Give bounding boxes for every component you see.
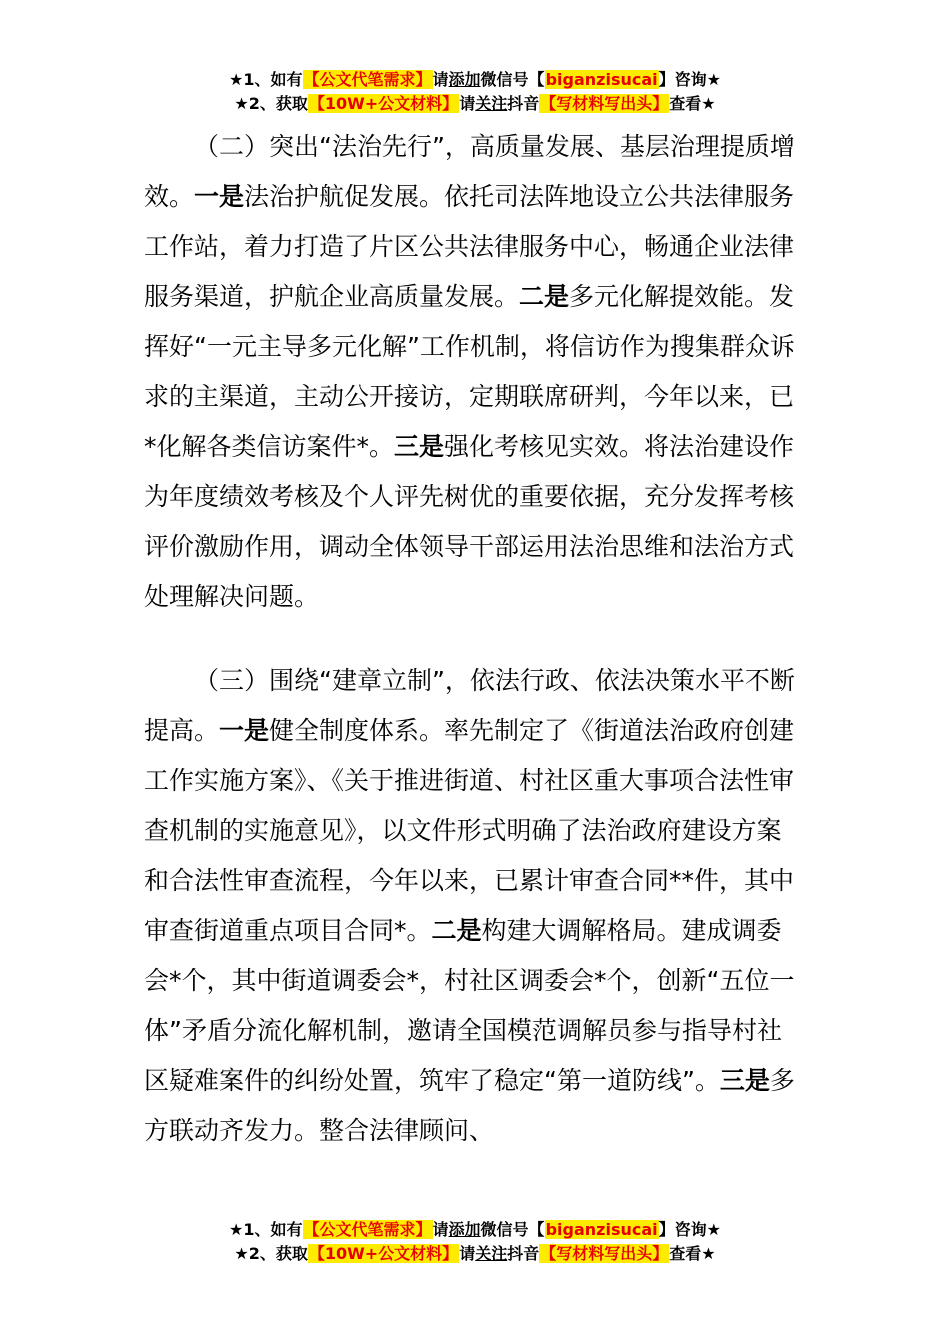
bold-marker: 二是 [519, 282, 570, 311]
bold-marker: 三是 [394, 432, 445, 461]
footer-banner [0, 1218, 950, 1266]
paragraph-text: 健全制度体系。率先制定了《街道法治政府创建工作实施方案》、《关于推进街道、村社区重大事项合法性审查机制的实施意见》，以文件形式明确了法治政府建设方案和合法性审查流程，今年以来，已累计审查合同**件，其中审查街道重点项目合同*。 [144, 716, 795, 945]
paragraph-heading: （三）围绕“建章立制”，依法行政、依法决策水平不断提高。 [144, 666, 795, 745]
banner-text: 】咨询★ [658, 1220, 721, 1239]
paragraph-3 [144, 656, 804, 1156]
paragraph-heading: （二）突出“法治先行”，高质量发展、基层治理提质增效。 [144, 132, 795, 211]
highlight-ghostwriting: 【公文代笔需求】 [303, 70, 432, 89]
banner-line-1 [0, 68, 950, 92]
paragraph-text: 构建大调解格局。建成调委会*个，其中街道调委会*，村社区调委会*个，创新“五位一体”矛盾分流化解机制，邀请全国模范调解员参与指导村社区疑难案件的纠纷处置，筑牢了稳定“第一道防线”。 [144, 916, 795, 1095]
highlight-douyin-account: 【写材料写出头】 [540, 1244, 669, 1263]
highlight-materials: 【10W+公文材料】 [308, 1244, 459, 1263]
banner-text: ★1、如有 [229, 1220, 303, 1239]
underline-follow: 关注 [475, 94, 508, 113]
banner-text: 抖音 [507, 94, 540, 113]
bold-marker: 三是 [719, 1066, 770, 1095]
banner-line-2 [0, 1242, 950, 1266]
banner-text: 请 [432, 70, 449, 89]
highlight-materials: 【10W+公文材料】 [308, 94, 459, 113]
highlight-wechat-id: biganzisucai [545, 1220, 658, 1239]
banner-text: ★2、获取 [234, 94, 308, 113]
header-banner [0, 68, 950, 116]
banner-text: 请 [459, 94, 476, 113]
banner-text: 】咨询★ [658, 70, 721, 89]
highlight-douyin-account: 【写材料写出头】 [540, 94, 669, 113]
banner-text: 查看★ [669, 1244, 716, 1263]
bold-marker: 二是 [431, 916, 482, 945]
banner-text: 请 [459, 1244, 476, 1263]
banner-text: 微信号【 [480, 70, 545, 89]
highlight-wechat-id: biganzisucai [545, 70, 658, 89]
underline-follow: 关注 [475, 1244, 508, 1263]
banner-line-1 [0, 1218, 950, 1242]
banner-text: 查看★ [669, 94, 716, 113]
banner-text: ★1、如有 [229, 70, 303, 89]
banner-line-2 [0, 92, 950, 116]
paragraph-text: 法治护航促发展。依托司法阵地设立公共法律服务工作站，着力打造了片区公共法律服务中心，畅通企业法律服务渠道，护航企业高质量发展。 [144, 182, 795, 311]
paragraph-text: 多方联动齐发力。整合法律顾问、 [144, 1066, 795, 1145]
underline-add: 添加 [448, 1220, 481, 1239]
banner-text: 请 [432, 1220, 449, 1239]
bold-marker: 一是 [219, 716, 270, 745]
paragraph-text: 多元化解提效能。发挥好“一元主导多元化解”工作机制，将信访作为搜集群众诉求的主渠道，主动公开接访，定期联席研判，今年以来，已*化解各类信访案件*。 [144, 282, 795, 461]
highlight-ghostwriting: 【公文代笔需求】 [303, 1220, 432, 1239]
bold-marker: 一是 [194, 182, 245, 211]
banner-text: ★2、获取 [234, 1244, 308, 1263]
paragraph-2 [144, 122, 804, 622]
underline-add: 添加 [448, 70, 481, 89]
banner-text: 抖音 [507, 1244, 540, 1263]
paragraph-text: 强化考核见实效。将法治建设作为年度绩效考核及个人评先树优的重要依据，充分发挥考核评价激励作用，调动全体领导干部运用法治思维和法治方式处理解决问题。 [144, 432, 795, 611]
banner-text: 微信号【 [480, 1220, 545, 1239]
